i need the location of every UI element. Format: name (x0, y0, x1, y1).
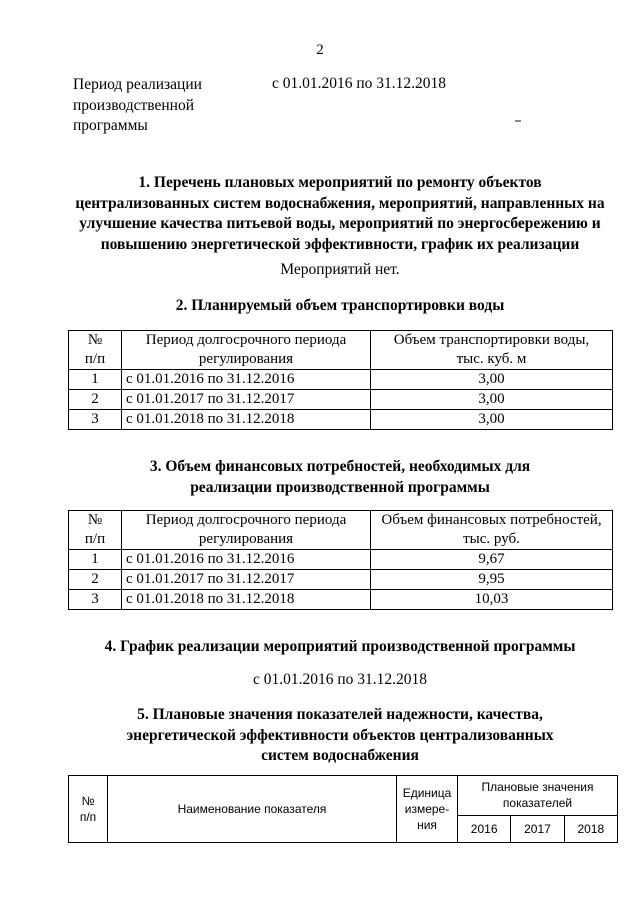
period-label (73, 75, 243, 137)
section3-heading (60, 457, 620, 498)
period-label-line: программы (73, 117, 148, 134)
section5-heading-line: энергетической эффективности объектов централизованных (126, 726, 554, 744)
cell-num: 3 (69, 590, 122, 610)
cell-period: с 01.01.2018 по 31.12.2018 (122, 410, 371, 430)
cell-num: 2 (69, 570, 122, 590)
section1-heading-line: повышению энергетической эффективности, график их реализации (100, 235, 580, 253)
table-row (69, 370, 613, 390)
section5-heading-line: систем водоснабжения (261, 747, 419, 764)
cell-value: 9,95 (371, 570, 613, 590)
cell-value: 3,00 (371, 390, 613, 410)
header-planned-values: Плановые значения показателей (458, 776, 618, 816)
table-row (69, 590, 613, 610)
header-num: № п/п (69, 776, 108, 843)
cell-num: 1 (69, 370, 122, 390)
section1-heading (60, 173, 620, 255)
section3-heading-line: реализации производственной программы (190, 478, 490, 496)
header-indicator-name: Наименование показателя (108, 776, 397, 843)
table-row (69, 570, 613, 590)
section1-heading-line: 1. Перечень плановых мероприятий по ремонту объектов (138, 174, 542, 191)
section4-period: с 01.01.2016 по 31.12.2018 (252, 671, 428, 688)
header-year: 2016 (458, 815, 511, 842)
cell-period: с 01.01.2016 по 31.12.2016 (122, 370, 371, 390)
header-period: Период долгосрочного периода регулирования (122, 511, 371, 550)
indicators-table (68, 775, 618, 843)
section4-heading: 4. График реализации мероприятий производственной программы (104, 638, 576, 655)
cell-value: 3,00 (371, 410, 613, 430)
transport-volume-table (68, 330, 613, 430)
header-unit: Единица измере- ния (397, 776, 458, 843)
table-header-row (69, 776, 618, 816)
header-num: № п/п (69, 511, 122, 550)
cell-period: с 01.01.2016 по 31.12.2016 (122, 550, 371, 570)
cell-value: 3,00 (371, 370, 613, 390)
cell-num: 2 (69, 390, 122, 410)
table-row (69, 410, 613, 430)
table-header-row (69, 331, 613, 370)
cell-num: 3 (69, 410, 122, 430)
cell-period: с 01.01.2017 по 31.12.2017 (122, 570, 371, 590)
section5-heading-line: 5. Плановые значения показателей надежности, качества, (137, 706, 543, 723)
header-year: 2018 (564, 815, 617, 842)
header-num: № п/п (69, 331, 122, 370)
financial-needs-table (68, 510, 613, 610)
section2-heading: 2. Планируемый объем транспортировки воды (175, 297, 505, 314)
cell-period: с 01.01.2017 по 31.12.2017 (122, 390, 371, 410)
cell-value: 9,67 (371, 550, 613, 570)
cell-value: 10,03 (371, 590, 613, 610)
table-row (69, 550, 613, 570)
section1-note: Мероприятий нет. (280, 261, 400, 278)
cell-period: с 01.01.2018 по 31.12.2018 (122, 590, 371, 610)
header-volume: Объем транспортировки воды, тыс. куб. м (371, 331, 613, 370)
header-period: Период долгосрочного периода регулирования (122, 331, 371, 370)
table-row (69, 390, 613, 410)
header-year: 2017 (511, 815, 564, 842)
section3-heading-line: 3. Объем финансовых потребностей, необходимых для (149, 458, 531, 475)
cell-num: 1 (69, 550, 122, 570)
period-value: с 01.01.2016 по 31.12.2018 (272, 75, 447, 92)
section1-heading-line: централизованных систем водоснабжения, мероприятий, направленных на (75, 194, 605, 212)
period-label-line: Период реализации (73, 76, 202, 93)
section5-heading (60, 705, 620, 767)
table-header-row (69, 511, 613, 550)
period-label-line: производственной (73, 96, 195, 114)
section1-heading-line: улучшение качества питьевой воды, мероприятий по энергосбережению и (79, 215, 601, 232)
header-finance: Объем финансовых потребностей, тыс. руб. (371, 511, 613, 550)
scan-smudge (515, 120, 521, 122)
page-number: 2 (316, 42, 324, 58)
